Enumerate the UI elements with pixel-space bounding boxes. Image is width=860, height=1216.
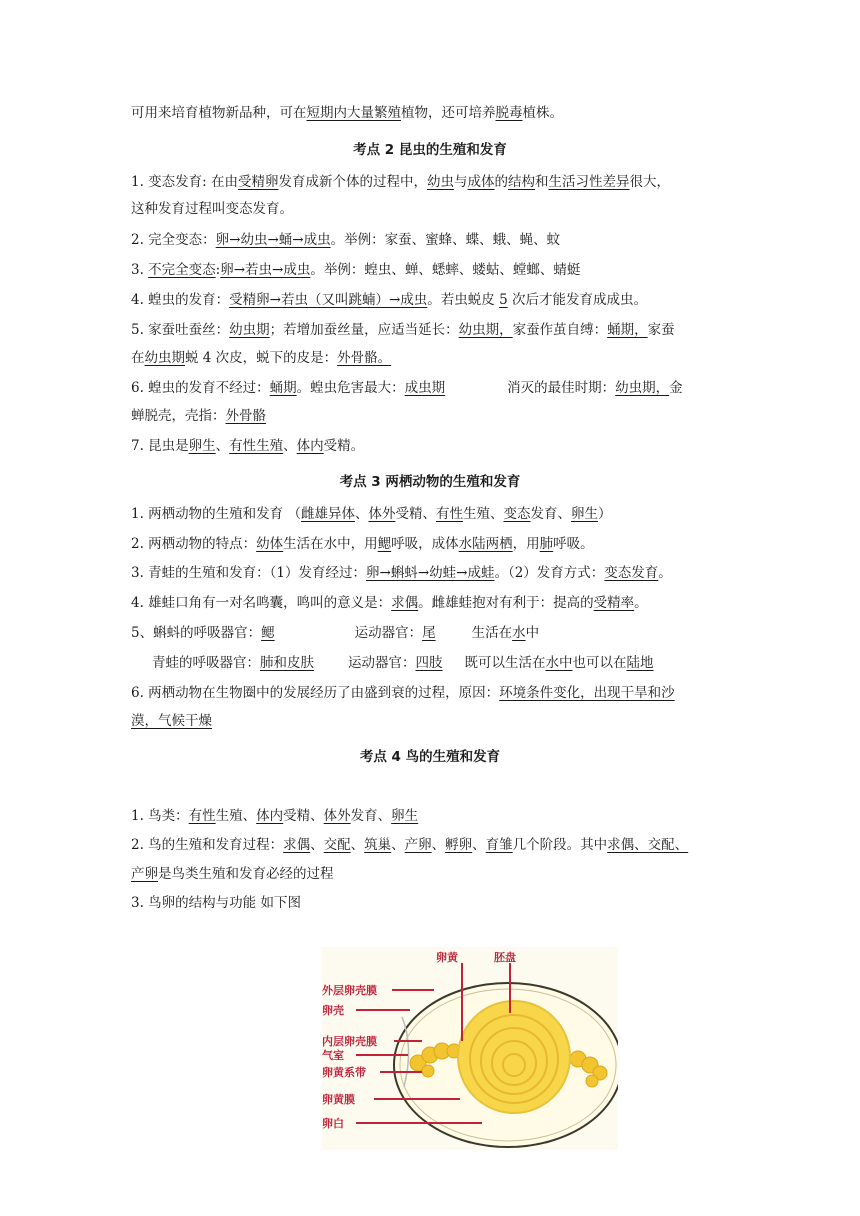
text-line	[131, 806, 418, 826]
text-line	[131, 711, 212, 731]
text: 发育成新个体的过程中，	[278, 174, 428, 190]
answer: 变态	[503, 506, 531, 522]
answer: 幼虫期	[144, 350, 185, 366]
text: 。（2）发育方式：	[494, 565, 605, 581]
label-shell: 卵壳	[322, 1004, 344, 1017]
text: 在	[131, 350, 145, 366]
text: 。若虫蜕皮	[427, 292, 500, 308]
answer: 外骨骼。	[337, 350, 392, 366]
text-line	[131, 260, 580, 280]
answer: 卵→蝌蚪→幼蛙→成蛙	[366, 565, 495, 581]
answer: 孵卵	[445, 837, 473, 853]
answer: 5	[499, 292, 508, 308]
answer: 短期内大量繁殖	[306, 105, 401, 121]
answer: 肺和皮肤	[260, 655, 314, 671]
answer: 体内	[296, 438, 324, 454]
text: 很大，	[629, 174, 671, 190]
answer: 求偶	[283, 837, 311, 853]
text: 、	[391, 837, 405, 853]
answer: 筑巢	[364, 837, 392, 853]
text-line	[131, 406, 266, 426]
answer: 四肢	[415, 655, 443, 671]
text: 受精。	[323, 438, 365, 454]
text: 消灭的最佳时期：	[507, 380, 616, 396]
answer: 雌雄异体	[300, 506, 355, 522]
answer: 有性生殖	[229, 438, 284, 454]
answer: 鳃	[377, 536, 392, 552]
text: 蜕 4 次皮，蜕下的皮是：	[185, 350, 338, 366]
text: 生殖、	[215, 808, 257, 824]
text-line	[131, 504, 611, 524]
text: 。举例：蝗虫、蝉、蟋蟀、蝼蛄、螳螂、蜻蜓	[310, 262, 581, 278]
text-line	[131, 864, 334, 884]
label-chalaza: 卵黄系带	[322, 1066, 366, 1079]
yolk-icon	[458, 1001, 570, 1113]
text: 2. 鸟的生殖和发育过程：	[131, 837, 284, 853]
text: 4. 蝗虫的发育：	[131, 292, 230, 308]
text-line	[131, 378, 683, 398]
text: 6. 两栖动物在生物圈中的发展经历了由盛到衰的过程，原因：	[131, 685, 500, 701]
text: 。	[634, 595, 648, 611]
answer: 幼虫	[427, 174, 455, 190]
answer: 幼体	[256, 536, 284, 552]
text: 呼吸。	[553, 536, 594, 552]
label-yolk-membrane: 卵黄膜	[322, 1093, 355, 1106]
text: 2. 两栖动物的特点：	[131, 536, 257, 552]
text: ；若增加蚕丝量，应适当延长：	[269, 322, 459, 338]
answer: 成体	[467, 174, 495, 190]
answer: 陆地	[626, 655, 654, 671]
answer: 产卵	[131, 866, 158, 882]
text-line	[131, 103, 563, 123]
answer: 受精率	[593, 595, 635, 611]
answer: 尾	[422, 625, 436, 641]
text-line: 这种发育过程叫变态发育。	[131, 201, 293, 217]
answer: 求偶、交配、	[607, 837, 689, 853]
answer: 结构	[508, 174, 536, 190]
text-line: 3. 鸟卵的结构与功能 如下图	[131, 895, 301, 911]
text: 金	[669, 380, 683, 396]
text: 和	[535, 174, 549, 190]
label-yolk: 卵黄	[436, 951, 458, 964]
label-air-cell: 气室	[322, 1049, 344, 1062]
text: 也可以在	[572, 655, 627, 671]
answer: 卵生	[570, 506, 598, 522]
answer: 体外	[368, 506, 396, 522]
answer: 外骨骼	[225, 408, 266, 424]
answer: 受精卵→若虫（又叫跳蝻）→成虫	[229, 292, 428, 308]
text: 几个阶段。其中	[512, 837, 608, 853]
text: 青蛙的呼吸器官：	[152, 655, 260, 671]
text: 运动器官：	[348, 655, 416, 671]
answer: 体内	[256, 808, 284, 824]
section-heading: 考点 3 两栖动物的生殖和发育	[339, 474, 521, 490]
answer: 卵生	[391, 808, 419, 824]
text-line	[131, 835, 688, 855]
text: 、	[354, 506, 369, 522]
answer: 变态发育	[604, 565, 659, 581]
answer: 水陆两栖	[458, 536, 513, 552]
text: 生殖、	[462, 506, 504, 522]
text-line	[152, 653, 654, 673]
text: 生活在水中，用	[283, 536, 378, 552]
bird-egg-diagram	[322, 947, 618, 1150]
answer: 卵→若虫→成虫	[220, 262, 311, 278]
text: 与	[454, 174, 468, 190]
section-heading: 考点 2 昆虫的生殖和发育	[353, 142, 507, 158]
text: :	[215, 262, 221, 278]
answer: 鳃	[261, 625, 275, 641]
answer: 不完全变态	[148, 262, 216, 278]
text: 的	[494, 174, 509, 190]
answer: 脱毒	[495, 105, 523, 121]
text: 1. 变态发育: 在由	[131, 174, 239, 190]
answer: 幼虫期，	[615, 380, 670, 396]
answer: 体外	[323, 808, 351, 824]
text: 。蝗虫危害最大：	[296, 380, 405, 396]
text: 蝉脱壳，壳指：	[131, 408, 226, 424]
answer: 交配	[323, 837, 351, 853]
text: 7. 昆虫是	[131, 438, 189, 454]
text: 5、蝌蚪的呼吸器官：	[131, 625, 262, 641]
answer: 成虫期	[404, 380, 446, 396]
text: 3. 青蛙的生殖和发育：（1）发育经过：	[131, 565, 367, 581]
answer: 蛹期，	[607, 322, 648, 338]
text: 是鸟类生殖和发育必经的过程	[158, 866, 334, 882]
text-line	[131, 172, 670, 192]
text: 、	[283, 438, 297, 454]
text-line	[131, 683, 675, 703]
text: 发育、	[350, 808, 392, 824]
text: 、	[215, 438, 230, 454]
answer: 漠，气候干燥	[131, 713, 212, 729]
text: 、	[472, 837, 486, 853]
answer: 水中	[545, 655, 573, 671]
answer: 卵→幼虫→蛹→成虫	[215, 232, 331, 248]
text-line	[131, 320, 675, 340]
answer: 有性	[188, 808, 216, 824]
text: ）	[597, 506, 612, 522]
text: 。雌雄蛙抱对有利于：提高的	[418, 595, 594, 611]
text: 发育、	[530, 506, 571, 522]
text: 3.	[131, 262, 149, 278]
text-line	[131, 230, 560, 250]
text: 家蚕	[647, 322, 675, 338]
text: 可用来培育植物新品种，可在	[131, 105, 307, 121]
text: 、	[350, 837, 365, 853]
text: 4. 雄蛙口角有一对名鸣囊，鸣叫的意义是：	[131, 595, 392, 611]
answer: 产卵	[404, 837, 432, 853]
answer: 生活习性差异	[548, 174, 630, 190]
answer: 求偶	[391, 595, 419, 611]
label-albumen: 卵白	[322, 1117, 344, 1130]
text: 中	[525, 625, 540, 641]
text-line	[131, 290, 647, 310]
answer: 水	[512, 625, 526, 641]
answer: 卵生	[188, 438, 216, 454]
text: ，用	[512, 536, 540, 552]
answer: 蛹期	[269, 380, 297, 396]
text: 、	[431, 837, 446, 853]
text: 。	[658, 565, 672, 581]
text-line	[131, 593, 648, 613]
answer: 育雏	[485, 837, 513, 853]
text: 植株。	[522, 105, 563, 121]
text: 6. 蝗虫的发育不经过：	[131, 380, 270, 396]
text: 次后才能发育成成虫。	[507, 292, 647, 308]
answer: 受精卵	[238, 174, 279, 190]
text: 运动器官：	[354, 625, 423, 641]
text-line	[131, 534, 594, 554]
section-heading: 考点 4 鸟的生殖和发育	[359, 749, 501, 765]
text: 生活在	[471, 625, 513, 641]
answer: 有性	[435, 506, 463, 522]
text: 2. 完全变态：	[131, 232, 216, 248]
text: 5. 家蚕吐蚕丝：	[131, 322, 230, 338]
answer: 环境条件变化，出现干旱和沙	[499, 685, 675, 701]
answer: 幼虫期，	[458, 322, 513, 338]
answer: 肺	[539, 536, 554, 552]
text: 受精、	[283, 808, 324, 824]
text: 1. 两栖动物的生殖和发育 （	[131, 506, 301, 522]
answer: 幼虫期	[229, 322, 270, 338]
text: 呼吸，成体	[391, 536, 459, 552]
text: 既可以生活在	[464, 655, 546, 671]
text: 家蚕作茧自缚：	[512, 322, 608, 338]
text-line	[131, 348, 391, 368]
text: 1. 鸟类：	[131, 808, 189, 824]
text: 植物，还可培养	[401, 105, 496, 121]
label-outer-membrane: 外层卵壳膜	[322, 984, 377, 997]
text: 、	[310, 837, 324, 853]
label-germinal-disc: 胚盘	[494, 951, 516, 964]
text-line	[131, 436, 364, 456]
text-line	[131, 623, 539, 643]
text: 受精、	[395, 506, 436, 522]
text: 。举例：家蚕、蜜蜂、蝶、蛾、蝇、蚊	[330, 232, 561, 248]
label-inner-membrane: 内层卵壳膜	[322, 1035, 377, 1048]
text-line	[131, 563, 672, 583]
